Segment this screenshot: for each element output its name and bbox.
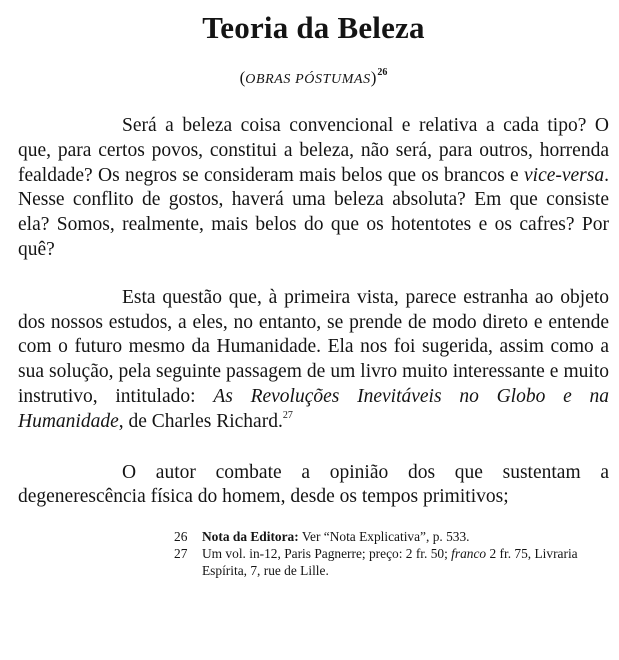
paragraph-2-text-c: , de Charles Richard. bbox=[118, 410, 283, 432]
paragraph-1 bbox=[18, 114, 609, 263]
footnote-27-body-b: 2 fr. 75, Livraria Espírita, 7, rue de Lille. bbox=[202, 545, 578, 578]
page-title: Teoria da Beleza bbox=[202, 10, 425, 45]
footnote-26-number: 26 bbox=[174, 529, 188, 545]
subtitle-text: OBRAS PÓSTUMAS bbox=[245, 72, 371, 87]
footnote-27-number: 27 bbox=[174, 545, 188, 561]
paragraph-2 bbox=[18, 286, 609, 435]
subtitle-open-paren: ( bbox=[239, 68, 246, 87]
paragraph-1-text-a: Será a beleza coisa convencional e relativa a cada tipo? O que, para certos povos, constitui a beleza, não será, para outros, horrenda fealdade? Os negros se consideram mais belos que os brancos e bbox=[18, 115, 609, 186]
footnotes bbox=[174, 529, 610, 579]
footnote-27-body-a: Um vol. in-12, Paris Pagnerre; preço: 2 fr. 50; bbox=[202, 545, 452, 561]
footnote-26-text bbox=[202, 529, 610, 546]
paragraph-1-text-c: . Nesse conflito de gostos, haverá uma beleza absoluta? Em que consiste ela? Somos, realmente, mais belos do que os hotentotes e os cafres? Por quê? bbox=[18, 164, 609, 260]
footnote-26-body: Ver “Nota Explicativa”, p. 533. bbox=[298, 529, 470, 545]
paragraph-1-italic: vice-versa bbox=[524, 164, 605, 186]
footnote-27 bbox=[174, 546, 610, 580]
subtitle bbox=[18, 62, 609, 91]
footnote-ref-27[interactable]: 27 bbox=[282, 409, 293, 421]
paragraph-3 bbox=[18, 461, 609, 511]
footnote-ref-26[interactable]: 26 bbox=[377, 67, 388, 78]
footnote-27-text bbox=[202, 546, 610, 580]
footnote-26 bbox=[174, 529, 610, 546]
footnote-26-bold: Nota da Editora: bbox=[202, 529, 299, 545]
footnote-27-italic: franco bbox=[451, 545, 487, 561]
paragraph-2-book-title: As Revoluções Inevitáveis no Globo e na Humanidade bbox=[18, 385, 609, 432]
paragraph-3-text-a: O autor combate a opinião dos que sustentam a degenerescência física do homem, desde os tempos primitivos; bbox=[18, 461, 609, 508]
page bbox=[18, 0, 609, 580]
subtitle-close-paren: ) bbox=[370, 68, 377, 87]
paragraph-2-text-a: Esta questão que, à primeira vista, parece estranha ao objeto dos nossos estudos, a eles, no entanto, se prende de modo direto e entende com o futuro mesmo da Humanidade. Ela nos foi sugerida, assim como a sua solução, pela seguinte passagem de um livro muito interessante e muito instrutivo, intitulado: bbox=[18, 286, 609, 407]
